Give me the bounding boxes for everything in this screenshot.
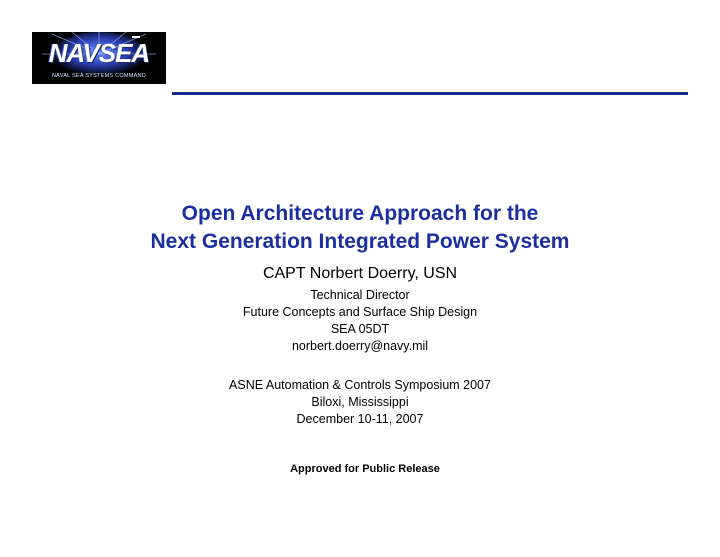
author-role: Technical Director xyxy=(310,288,410,302)
conference-dates: December 10-11, 2007 xyxy=(296,412,424,426)
conference-name: ASNE Automation & Controls Symposium 2007 xyxy=(229,378,491,392)
presentation-title xyxy=(0,200,720,256)
author-department: Future Concepts and Surface Ship Design xyxy=(242,305,478,319)
navsea-logo xyxy=(32,32,166,84)
author-name: CAPT Norbert Doerry, USN xyxy=(262,265,458,282)
logo-subtitle: NAVAL SEA SYSTEMS COMMAND xyxy=(51,73,147,79)
conference-location: Biloxi, Mississippi xyxy=(311,395,409,409)
release-note: Approved for Public Release xyxy=(290,463,440,475)
header-rule xyxy=(172,92,688,95)
author-email: norbert.doerry@navy.mil xyxy=(291,339,429,353)
logo-wordmark: NAVSEA xyxy=(48,38,150,68)
title-line-1: Open Architecture Approach for the xyxy=(181,202,539,225)
author-code: SEA 05DT xyxy=(330,322,390,336)
title-line-2: Next Generation Integrated Power System xyxy=(150,230,570,253)
